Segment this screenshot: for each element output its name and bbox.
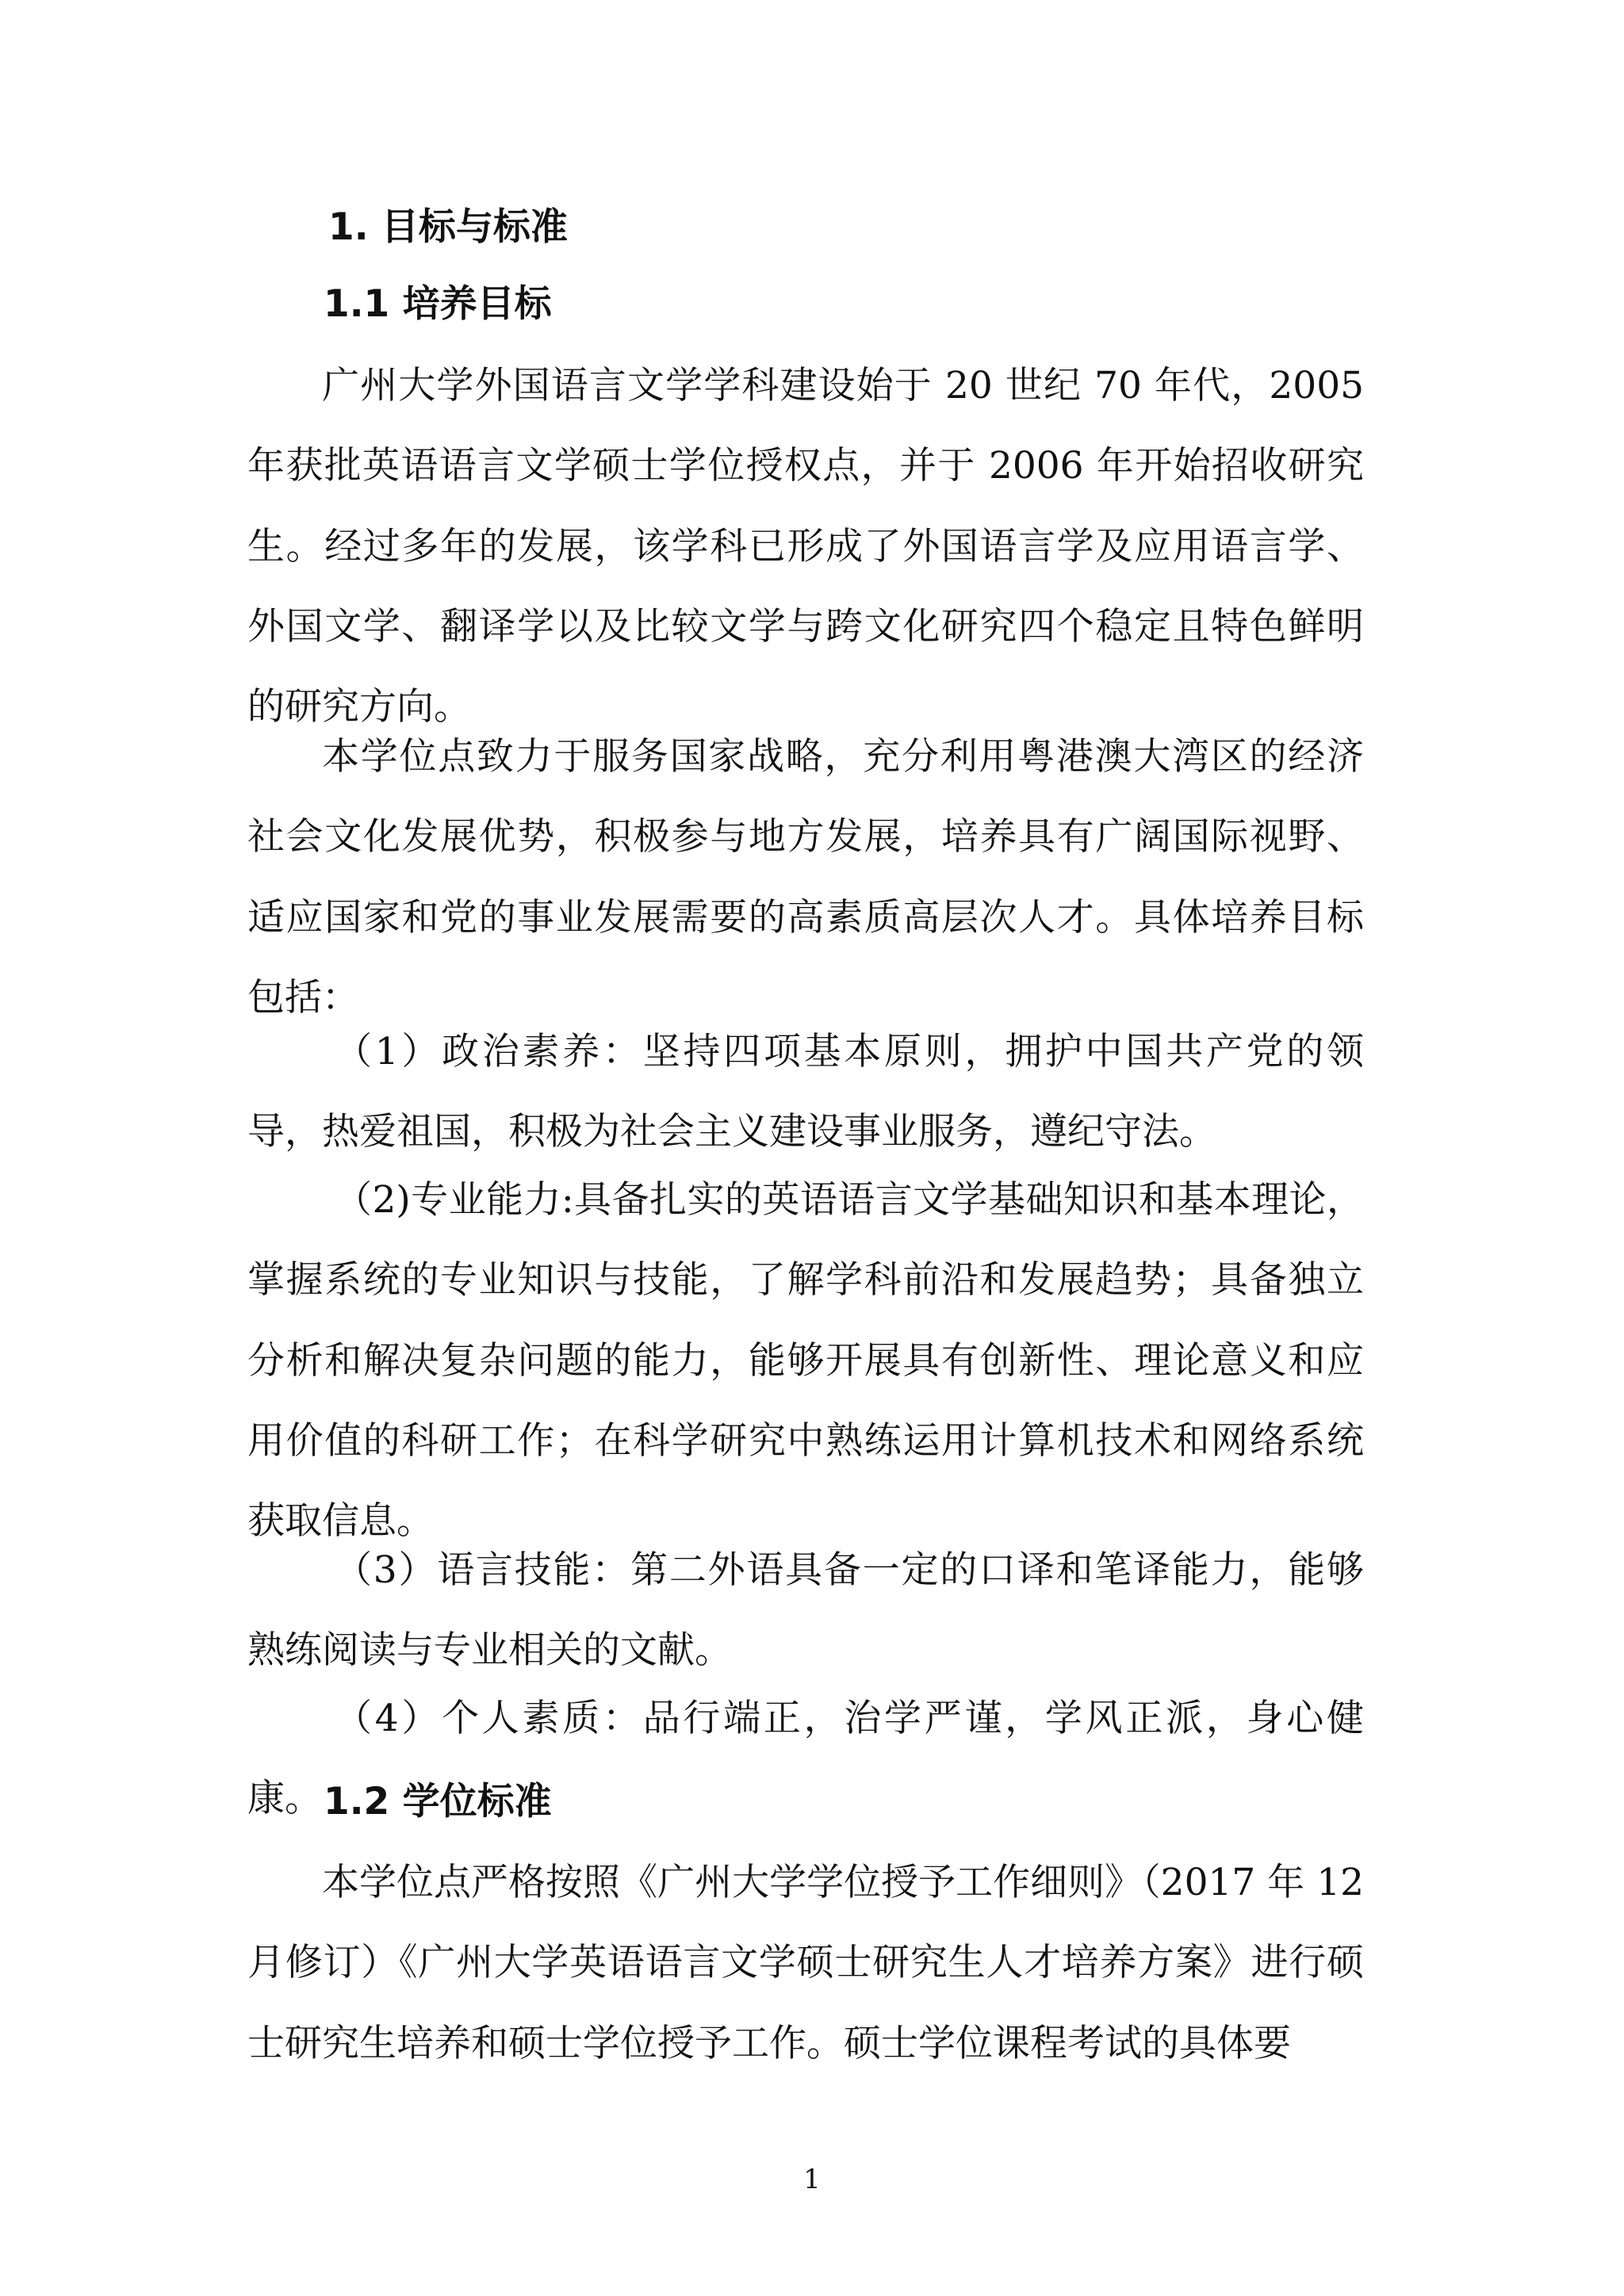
paragraph-goals-intro: 本学位点致力于服务国家战略，充分利用粤港澳大湾区的经济社会文化发展优势，积极参与地方发展，培养具有广阔国际视野、适应国家和党的事业发展需要的高素质高层次人才。具体培养目标包括：	[247, 735, 1364, 1020]
paragraph-degree-standard: 本学位点严格按照《广州大学学位授予工作细则》（2017 年 12 月修订）《广州大学英语语言文学硕士研究生人才培养方案》进行硕士研究生培养和硕士学位授予工作。硕士学位课程考试的具体要	[247, 1861, 1364, 2065]
section-heading-1: 1. 目标与标准	[328, 205, 568, 249]
page-number: 1	[803, 2164, 821, 2195]
list-item-personal: （4）个人素质：品行端正，治学严谨，学风正派，身心健康。	[247, 1697, 1364, 1821]
list-item-political: （1）政治素养：坚持四项基本原则，拥护中国共产党的领导，热爱祖国，积极为社会主义建设事业服务，遵纪守法。	[247, 1030, 1364, 1154]
list-item-language: （3）语言技能：第二外语具备一定的口译和笔译能力，能够熟练阅读与专业相关的文献。	[247, 1548, 1364, 1673]
paragraph-history: 广州大学外国语言文学学科建设始于 20 世纪 70 年代，2005 年获批英语语言文学硕士学位授权点，并于 2006 年开始招收研究生。经过多年的发展，该学科已形成了外国语言学及应用语言学、外国文学、翻译学以及比较文学与跨文化研究四个稳定且特色鲜明的研究方向。	[247, 364, 1364, 729]
subsection-heading-1-2: 1.2 学位标准	[324, 1780, 552, 1823]
list-item-professional: （2)专业能力:具备扎实的英语语言文学基础知识和基本理论，掌握系统的专业知识与技能，了解学科前沿和发展趋势；具备独立分析和解决复杂问题的能力，能够开展具有创新性、理论意义和应用价值的科研工作；在科学研究中熟练运用计算机技术和网络系统获取信息。	[247, 1178, 1364, 1544]
subsection-heading-1-1: 1.1 培养目标	[324, 282, 552, 326]
